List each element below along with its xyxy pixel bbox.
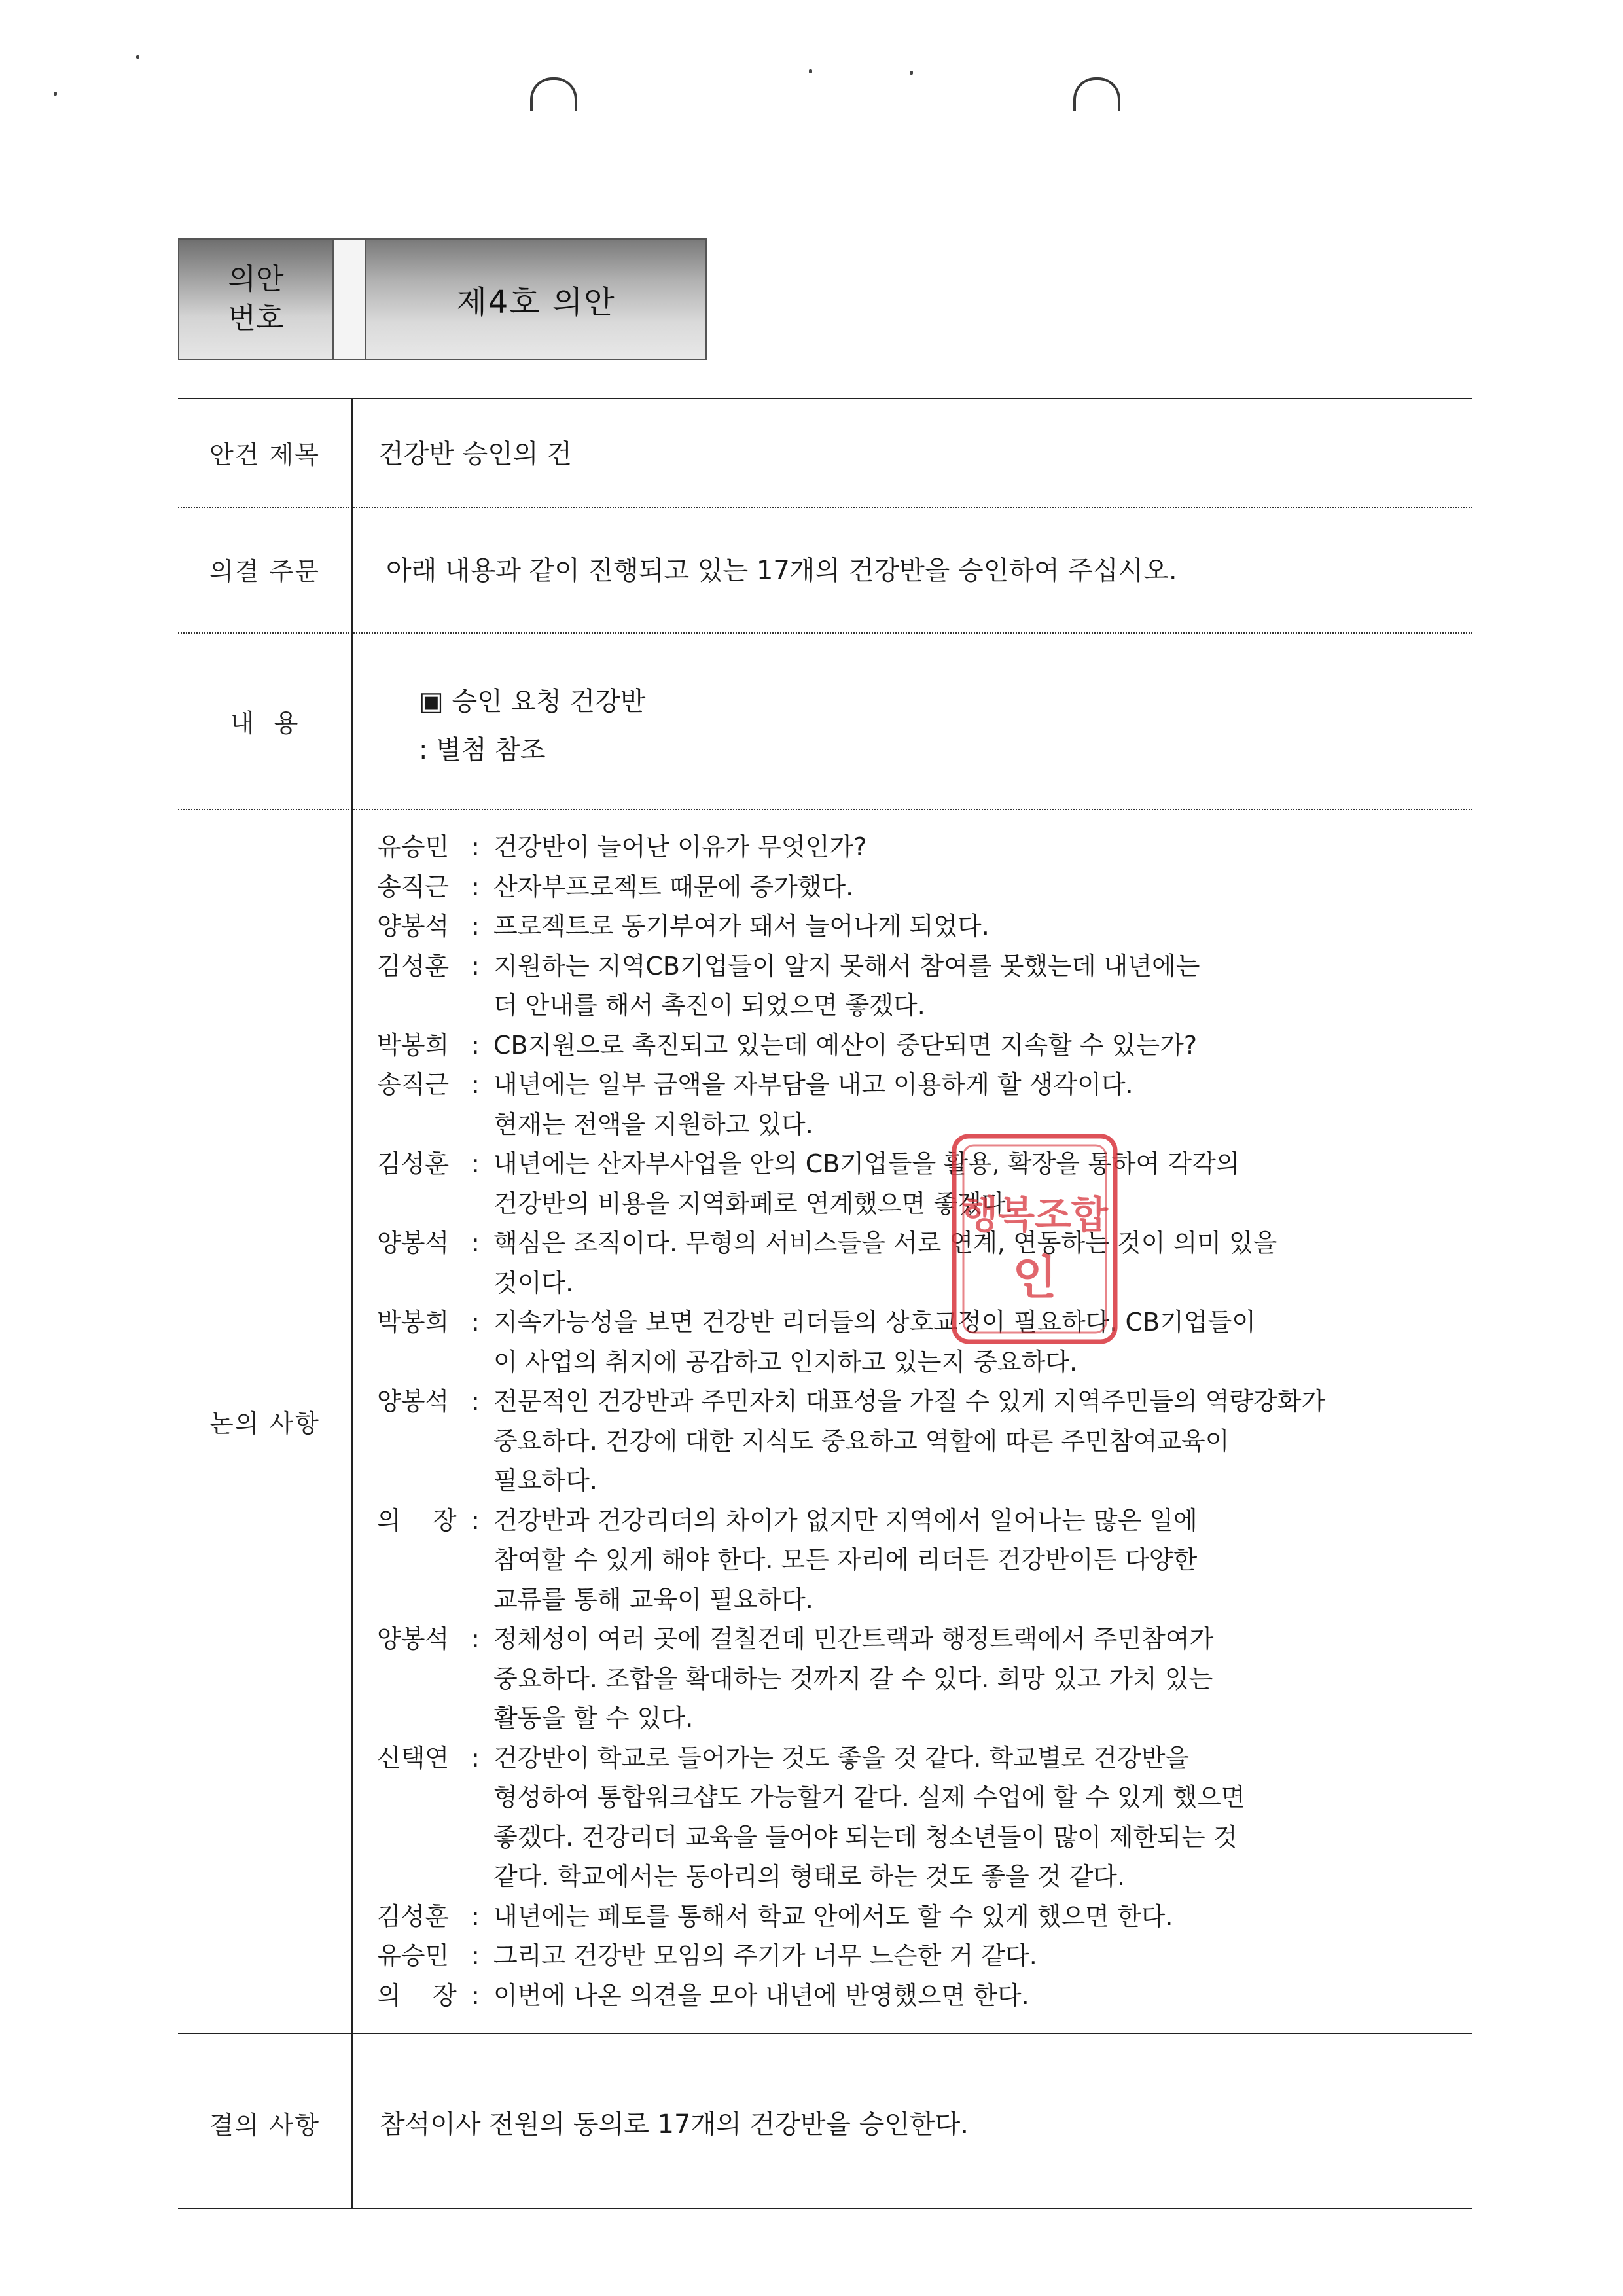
discussion-entry — [377, 1382, 1466, 1501]
svg-text:행복조합: 행복조합 — [961, 1193, 1109, 1237]
discussion-entry — [377, 1065, 1466, 1144]
discussion-entry — [377, 1501, 1466, 1620]
agenda-number: 제4호 의안 — [456, 283, 616, 321]
svg-text:인: 인 — [1012, 1250, 1057, 1304]
speaker-remark: 내년에는 일부 금액을 자부담을 내고 이용하게 할 생각이다. 현재는 전액을 지원하고 있다. — [493, 1070, 1133, 1139]
speaker-colon: : — [471, 1030, 480, 1060]
speaker-name: 유승민 — [377, 833, 450, 861]
discussion-list — [377, 827, 1466, 2015]
subject-label: 안건 제목 — [209, 440, 320, 469]
discussion-entry — [377, 946, 1466, 1026]
discussion-entry — [377, 1302, 1466, 1382]
discussion-entry — [377, 906, 1466, 946]
resolution-label: 의결 주문 — [209, 557, 320, 586]
speaker-name: 김성훈 — [377, 1901, 450, 1931]
speaker-name: 양봉석 — [377, 912, 450, 941]
agenda-number-label-box — [178, 238, 334, 360]
speaker-name: 의 장 — [377, 1505, 457, 1535]
speaker-name: 송직근 — [377, 1070, 450, 1099]
speaker-remark: 전문적인 건강반과 주민자치 대표성을 가질 수 있게 지역주민들의 역량강화가 중요하다. 건강에 대한 지식도 중요하고 역할에 따른 주민참여교육이 필요하다. — [493, 1387, 1326, 1495]
row-divider — [178, 507, 1472, 508]
speaker-name: 박봉희 — [377, 1308, 450, 1336]
discussion-entry — [377, 1619, 1466, 1738]
speaker-name: 박봉희 — [377, 1030, 450, 1060]
resolution-value: 아래 내용과 같이 진행되고 있는 17개의 건강반을 승인하여 주십시오. — [386, 556, 1177, 586]
speaker-name: 김성훈 — [377, 1149, 450, 1178]
content-label: 내 용 — [230, 709, 300, 738]
speaker-remark: CB지원으로 촉진되고 있는데 예산이 중단되면 지속할 수 있는가? — [493, 1030, 1198, 1060]
speaker-name: 의 장 — [377, 1981, 457, 2010]
speaker-colon: : — [471, 1229, 480, 1257]
speaker-colon: : — [471, 833, 480, 861]
row-divider — [178, 809, 1472, 810]
speaker-colon: : — [471, 1308, 480, 1336]
agenda-number-box — [365, 238, 707, 360]
speaker-name: 양봉석 — [377, 1229, 450, 1257]
speaker-colon: : — [471, 1070, 480, 1099]
speaker-name: 유승민 — [377, 1941, 450, 1970]
discussion-entry — [377, 827, 1466, 867]
speaker-colon: : — [471, 872, 480, 901]
row-divider — [178, 632, 1472, 634]
punch-hole-left — [530, 77, 577, 111]
discussion-entry — [377, 1976, 1466, 2016]
agenda-number-label: 의안 번호 — [228, 262, 284, 335]
seal-stamp — [948, 1130, 1122, 1348]
table-top-border — [178, 398, 1472, 399]
speck — [136, 55, 139, 59]
discussion-entry — [377, 1897, 1466, 1937]
subject-value: 건강반 승인의 건 — [378, 439, 572, 469]
speaker-remark: 내년에는 페토를 통해서 학교 안에서도 할 수 있게 했으면 한다. — [493, 1901, 1173, 1931]
speaker-colon: : — [471, 1624, 480, 1653]
speaker-colon: : — [471, 1743, 480, 1772]
speaker-colon: : — [471, 1387, 480, 1416]
content-line-2: : 별첨 참조 — [419, 735, 546, 765]
discussion-entry — [377, 867, 1466, 907]
speaker-remark: 이번에 나온 의견을 모아 내년에 반영했으면 한다. — [493, 1981, 1029, 2010]
speaker-remark: 지원하는 지역CB기업들이 알지 못해서 참여를 못했는데 내년에는 더 안내를 해서 촉진이 되었으면 좋겠다. — [493, 951, 1200, 1020]
speaker-remark: 내년에는 산자부사업을 안의 CB기업들을 활용, 확장을 통하여 각각의 건강반의 비용을 지역화폐로 연계했으면 좋겠다. — [493, 1149, 1240, 1218]
speaker-colon: : — [471, 1149, 480, 1178]
header-gap — [334, 238, 365, 360]
row-divider — [178, 2033, 1472, 2034]
speaker-remark: 건강반과 건강리더의 차이가 없지만 지역에서 일어나는 많은 일에 참여할 수 있게 해야 한다. 모든 자리에 리더든 건강반이든 다양한 교류를 통해 교육이 필요하다. — [493, 1505, 1198, 1614]
content-line-1: ▣ 승인 요청 건강반 — [419, 687, 646, 717]
decision-label: 결의 사항 — [209, 2111, 320, 2140]
speaker-remark: 건강반이 늘어난 이유가 무엇인가? — [493, 833, 867, 861]
speck — [54, 92, 57, 96]
speaker-remark: 건강반이 학교로 들어가는 것도 좋을 것 같다. 학교별로 건강반을 형성하여 통합워크샵도 가능할거 같다. 실제 수업에 할 수 있게 했으면 좋겠다. 건강리더 교육을 들어야 되는데 청소년들이 많이 제한되는 것 같다. 학교에서는 동아리의 형태로 하는 것도 좋을 것 같다. — [493, 1743, 1245, 1891]
discussion-entry — [377, 1738, 1466, 1897]
speck — [809, 69, 812, 73]
speaker-colon: : — [471, 912, 480, 941]
decision-value: 참석이사 전원의 동의로 17개의 건강반을 승인한다. — [380, 2109, 969, 2140]
speaker-remark: 프로젝트로 동기부여가 돼서 늘어나게 되었다. — [493, 912, 990, 941]
column-divider — [351, 398, 353, 2208]
discussion-entry — [377, 1223, 1466, 1302]
speaker-remark: 산자부프로젝트 때문에 증가했다. — [493, 872, 854, 901]
speaker-remark: 정체성이 여러 곳에 걸칠건데 민간트랙과 행정트랙에서 주민참여가 중요하다. 조합을 확대하는 것까지 갈 수 있다. 희망 있고 가치 있는 활동을 할 수 있다. — [493, 1624, 1214, 1732]
speaker-name: 신택연 — [377, 1743, 450, 1772]
speaker-colon: : — [471, 1901, 480, 1931]
speaker-remark: 지속가능성을 보면 건강반 리더들의 상호교정이 필요하다. CB기업들이 이 사업의 취지에 공감하고 인지하고 있는지 중요하다. — [493, 1308, 1256, 1376]
punch-hole-right — [1073, 77, 1120, 111]
speaker-remark: 핵심은 조직이다. 무형의 서비스들을 서로 연계, 연동하는 것이 의미 있을 것이다. — [493, 1229, 1277, 1297]
speaker-colon: : — [471, 951, 480, 980]
speck — [910, 71, 913, 75]
speaker-remark: 그리고 건강반 모임의 주기가 너무 느슨한 거 같다. — [493, 1941, 1037, 1970]
speaker-name: 김성훈 — [377, 951, 450, 980]
discussion-entry — [377, 1936, 1466, 1976]
speaker-name: 양봉석 — [377, 1624, 450, 1653]
speaker-colon: : — [471, 1505, 480, 1535]
discussion-entry — [377, 1144, 1466, 1223]
discussion-entry — [377, 1026, 1466, 1066]
speaker-colon: : — [471, 1981, 480, 2010]
discussion-label: 논의 사항 — [209, 1409, 320, 1438]
speaker-name: 송직근 — [377, 872, 450, 901]
speaker-name: 양봉석 — [377, 1387, 450, 1416]
speaker-colon: : — [471, 1941, 480, 1970]
table-bottom-border — [178, 2208, 1472, 2209]
